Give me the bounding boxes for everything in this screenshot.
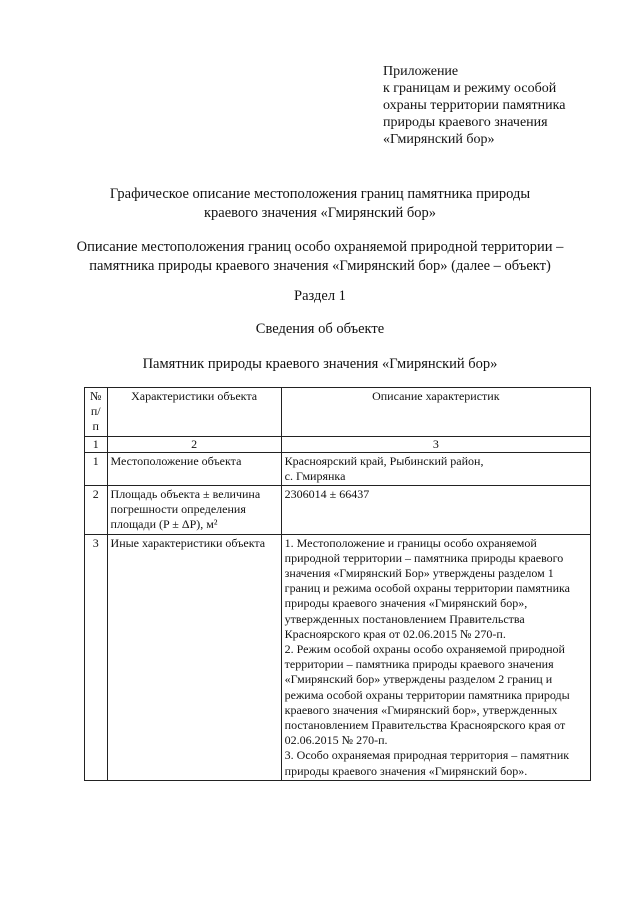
appendix-note xyxy=(383,63,565,148)
document-title-line: Графическое описание местоположения границ памятника природы xyxy=(109,186,531,202)
row-characteristic: Иные характеристики объекта xyxy=(107,534,281,780)
table-index-row xyxy=(85,436,591,452)
appendix-line: Приложение xyxy=(383,64,459,79)
document-title xyxy=(60,185,580,223)
row-num: 3 xyxy=(85,534,108,780)
appendix-line: охраны территории памятника xyxy=(383,98,566,113)
header-characteristic: Характеристики объекта xyxy=(107,388,281,437)
description-line: Красноярский край, Рыбинский район, xyxy=(284,453,484,468)
row-description xyxy=(281,486,590,535)
row-characteristic: Местоположение объекта xyxy=(107,452,281,485)
description-line: с. Гмирянка xyxy=(284,468,346,483)
section-heading: Сведения об объекте xyxy=(255,321,385,337)
row-description xyxy=(281,534,590,780)
row-description xyxy=(281,452,590,485)
document-title-line: краевого значения «Гмирянский бор» xyxy=(204,205,436,221)
table-header-row xyxy=(85,388,591,437)
object-properties-table xyxy=(84,387,591,781)
table-caption: Памятник природы краевого значения «Гмирянский бор» xyxy=(142,356,498,372)
description-line: 2306014 ± 66437 xyxy=(284,487,370,502)
table-row xyxy=(85,534,591,780)
description-paragraph: 1. Местоположение и границы особо охраняемой природной территории – памятника природы краевого значения «Гмирянский Бор» утверждены разделом 1 границ и режима особой охраны территории памятника природы краевого значения «Гмирянский бор», утвержденных постановлением Правительства Красноярского края от 02.06.2015 № 270-п. xyxy=(284,535,570,641)
header-num: № п/п xyxy=(85,388,108,437)
description-paragraph: 2. Режим особой охраны особо охраняемой природной территории – памятника природы краевого значения «Гмирянский бор» утверждены разделом 2 границ и режима особой охраны территории памятника природы краевого значения «Гмирянский бор», утвержденных постановлением Правительства Красноярского края от 02.06.2015 № 270-п. xyxy=(284,642,570,748)
description-paragraph: 3. Особо охраняемая природная территория – памятник природы краевого значения «Гмирянский бор». xyxy=(284,748,570,778)
table-row xyxy=(85,486,591,535)
index-cell: 3 xyxy=(281,436,590,452)
appendix-line: природы краевого значения xyxy=(383,115,548,130)
document-subtitle-line: памятника природы краевого значения «Гмирянский бор» (далее – объект) xyxy=(89,258,551,274)
table-row xyxy=(85,452,591,485)
row-num: 1 xyxy=(85,452,108,485)
row-characteristic: Площадь объекта ± величина погрешности определения площади (P ± ΔP), м² xyxy=(107,486,281,535)
section-label: Раздел 1 xyxy=(294,288,346,304)
header-description: Описание характеристик xyxy=(281,388,590,437)
appendix-line: «Гмирянский бор» xyxy=(383,132,495,147)
index-cell: 2 xyxy=(107,436,281,452)
appendix-line: к границам и режиму особой xyxy=(383,81,557,96)
index-cell: 1 xyxy=(85,436,108,452)
document-subtitle xyxy=(60,238,580,276)
document-subtitle-line: Описание местоположения границ особо охраняемой природной территории – xyxy=(76,239,564,255)
row-num: 2 xyxy=(85,486,108,535)
